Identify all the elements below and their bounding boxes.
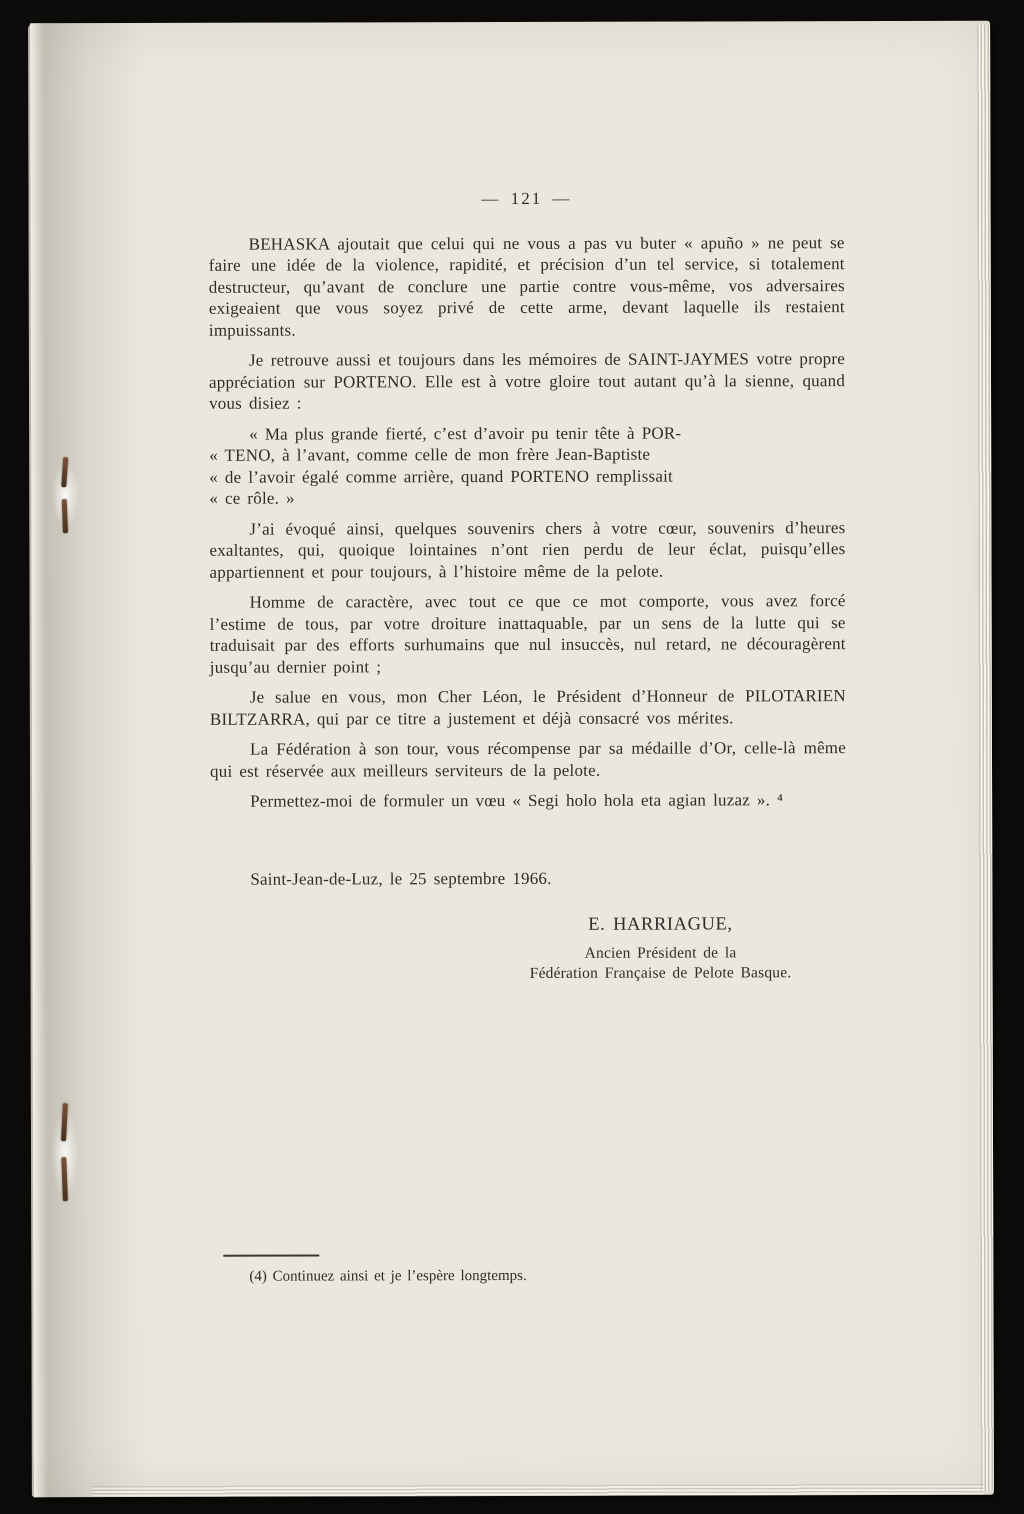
body-paragraph: J’ai évoqué ainsi, quelques souvenirs chers à votre cœur, souvenirs d’heures exaltantes, qui, quoique lointaines n’ont rien perdu de leur éclat, puisqu’elles appartiennent et pour toujours, à l’histoire même de la pelote. <box>209 517 846 582</box>
footnote-text: (4) Continuez ainsi et je l’espère longtemps. <box>249 1267 527 1285</box>
staple-bar <box>62 499 68 533</box>
page-stack-edge-right <box>977 25 994 1491</box>
dateline: Saint-Jean-de-Luz, le 25 septembre 1966. <box>250 868 552 889</box>
page-text-block <box>209 187 847 984</box>
signature-block <box>474 914 846 983</box>
body-paragraph: Homme de caractère, avec tout ce que ce mot comporte, vous avez forcé l’estime de tous, par votre droiture inattaquable, par un sens de la lutte qui se traduisait par des efforts surhumains que nul insuccès, nul retard, ne découragèrent jusqu’au dernier point ; <box>209 591 846 677</box>
staple-bar <box>61 1157 68 1201</box>
signature-name: E. HARRIAGUE, <box>588 914 733 935</box>
gutter-shadow <box>28 23 162 1497</box>
signature-title-line: Fédération Française de Pelote Basque. <box>529 963 792 982</box>
body-paragraph: Je retrouve aussi et toujours dans les mémoires de SAINT-JAYMES votre propre appréciation sur PORTENO. Elle est à votre gloire tout autant qu’à la sienne, quand vous disiez : <box>208 349 846 413</box>
staple-bar <box>61 457 68 487</box>
staple-icon <box>47 451 83 539</box>
body-paragraph: Permettez-moi de formuler un vœu « Segi holo hola eta agian luzaz ». ⁴ <box>250 790 784 811</box>
body-paragraph: La Fédération à son tour, vous récompense par sa médaille d’Or, celle-là même qui est réservée aux meilleurs serviteurs de la pelote. <box>210 738 846 781</box>
footnote-block <box>219 1253 859 1287</box>
page-number: — 121 — <box>481 188 572 209</box>
body-paragraph: BEHASKA ajoutait que celui qui ne vous a pas vu buter « apuño » ne peut se faire une idée de la violence, rapidité, et précision d’un tel service, si totalement destructeur, qu’avant de conclure une partie contre vous-même, vos adversaires exigeaient que vous soyez privé de cette arme, devant laquelle ils restaient impuissants. <box>208 232 845 340</box>
spine-edge <box>30 23 48 1497</box>
staple-icon <box>47 1095 83 1213</box>
body-paragraph: Je salue en vous, mon Cher Léon, le Président d’Honneur de PILOTARIEN BILTZARRA, qui par ce titre a justement et déjà consacré vos mérites. <box>209 686 846 729</box>
page-stack-edge-bottom <box>92 1484 984 1497</box>
quote-paragraph: « Ma plus grande fierté, c’est d’avoir pu tenir tête à POR- « TENO, à l’avant, comme celle de mon frère Jean-Baptiste « de l’avoir égalé comme arrière, quand PORTENO remplissait « ce rôle. » <box>209 423 682 508</box>
signature-title-line: Ancien Président de la <box>584 943 737 962</box>
footnote-rule <box>223 1255 319 1257</box>
staple-bar <box>61 1103 68 1141</box>
book-page <box>28 21 994 1498</box>
